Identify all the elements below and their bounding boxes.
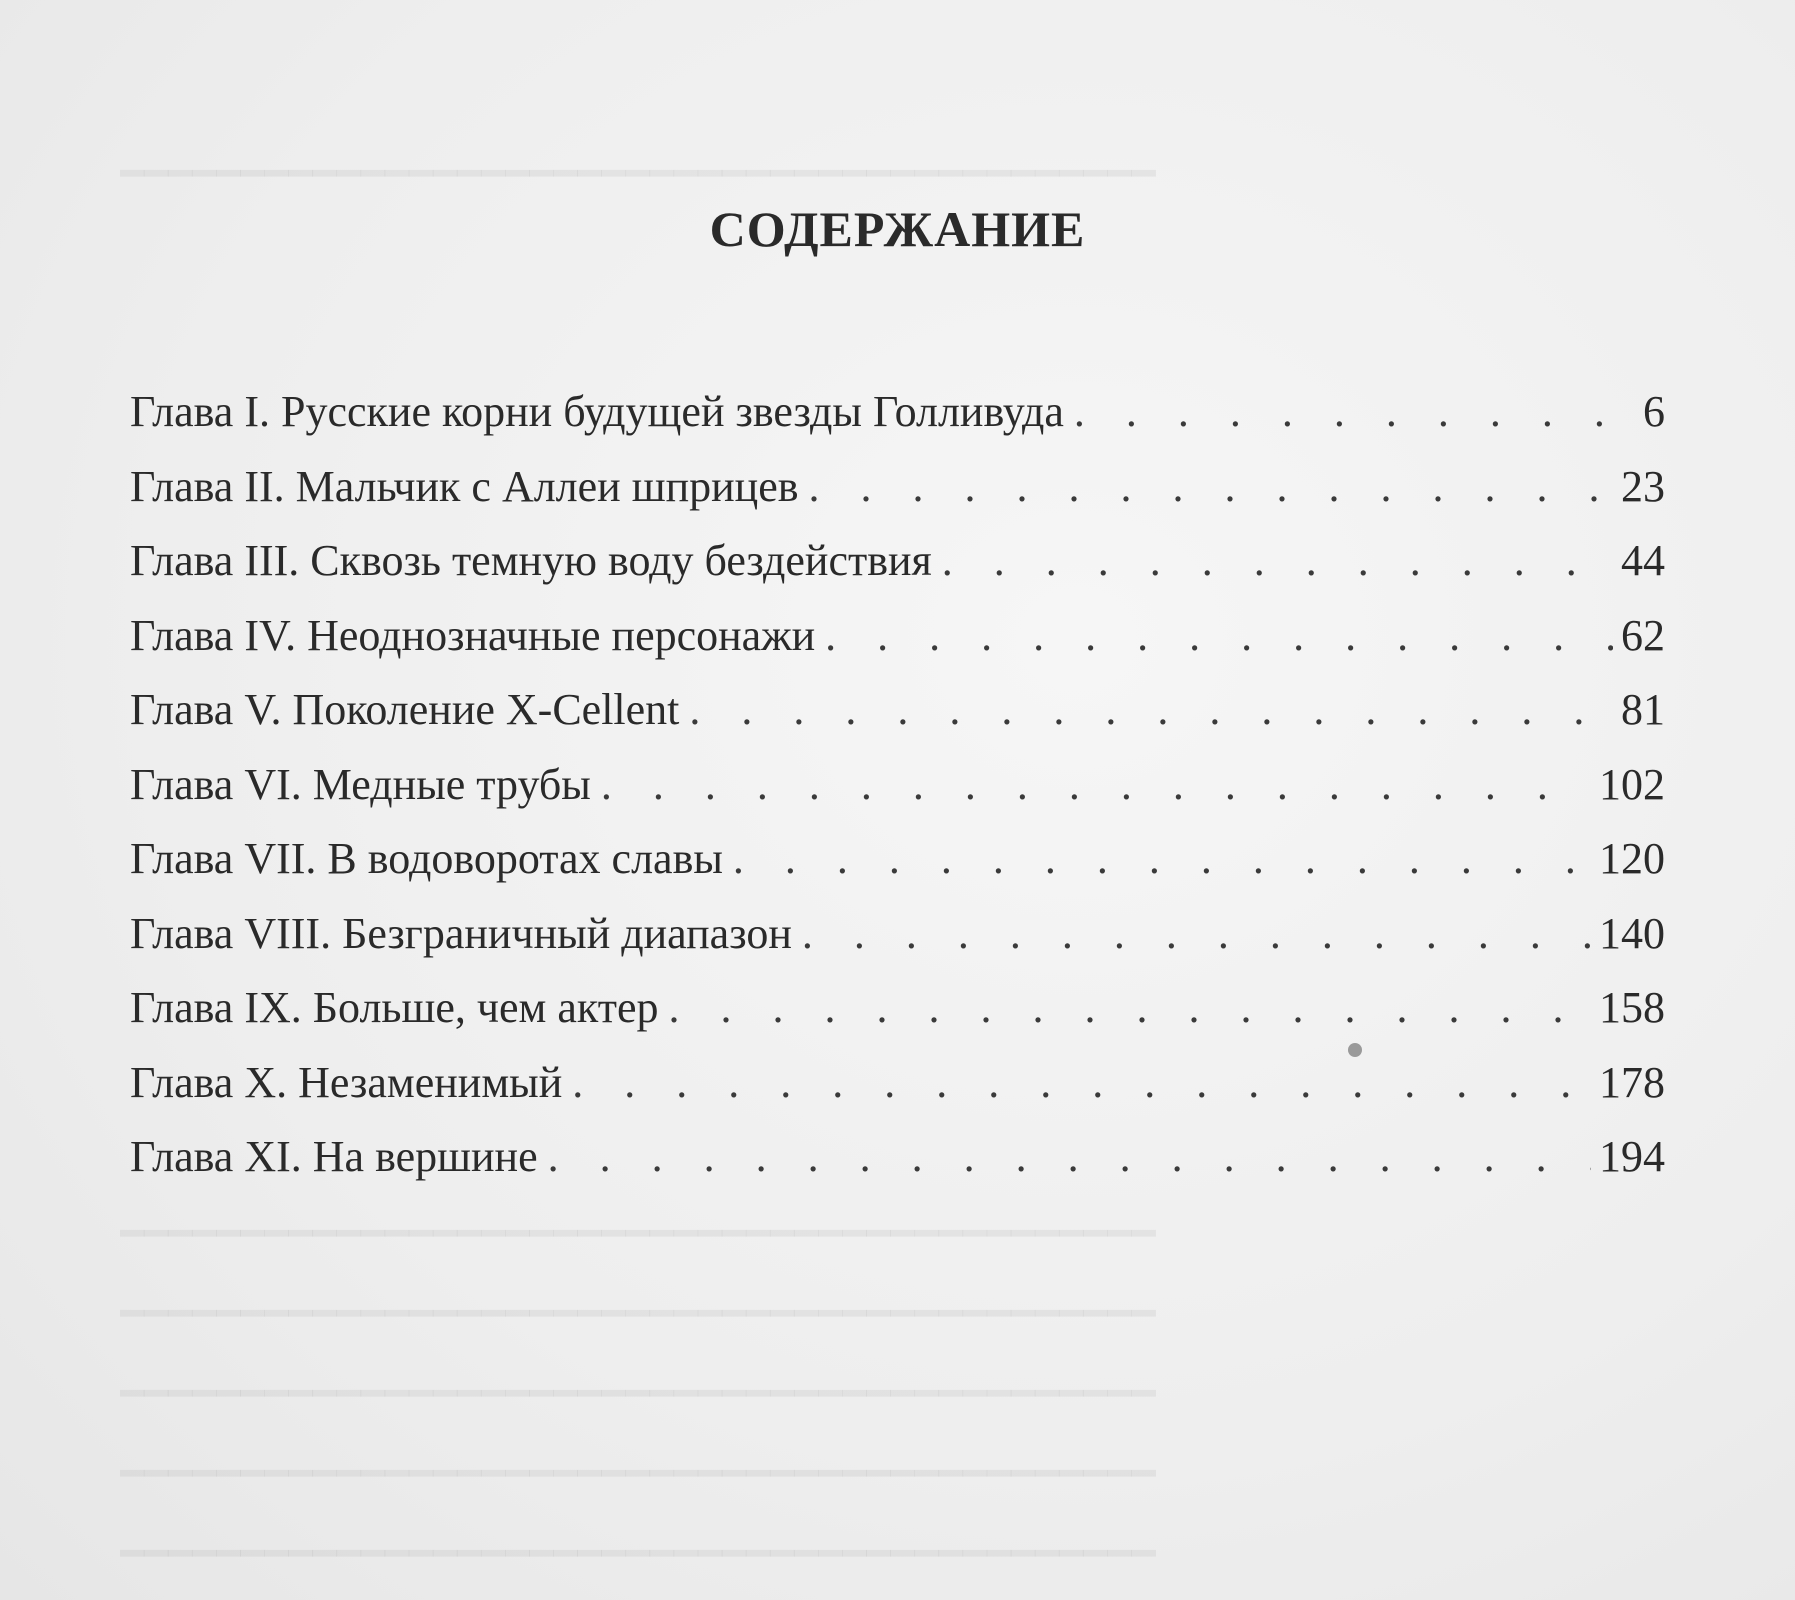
toc-entry-label: Глава VI. Медные трубы	[130, 759, 591, 809]
toc-dot-leader	[572, 1046, 1591, 1121]
toc-entry-page-number: 62	[1621, 610, 1665, 660]
toc-entry-page-number: 178	[1599, 1057, 1665, 1107]
toc-entry[interactable]	[130, 524, 1665, 599]
toc-dot-leader	[668, 971, 1591, 1046]
toc-dot-leader	[942, 524, 1613, 599]
toc-dot-leader	[733, 822, 1591, 897]
toc-dot-leader	[548, 1120, 1591, 1195]
toc-entry-label: Глава III. Сквозь темную воду бездействия	[130, 536, 932, 585]
toc-entry-page-number: 81	[1621, 685, 1665, 734]
toc-entry-page-number: 6	[1643, 387, 1665, 436]
toc-dot-leader	[802, 897, 1591, 972]
toc-entry-page-number: 23	[1621, 461, 1665, 511]
toc-dot-leader	[1074, 375, 1635, 450]
toc-entry-label: Глава V. Поколение X-Cellent	[130, 685, 680, 734]
toc-entry-page-number: 140	[1599, 908, 1665, 958]
bleed-through-line: ━━━━━━━━━━━━━━━━━━━━━━━━━━━━━━━━━━━━━━━━━━━	[120, 1371, 1156, 1416]
bleed-through-line: ━━━━━━━━━━━━━━━━━━━━━━━━━━━━━━━━━━━━━━━━━━━	[120, 151, 1156, 196]
toc-entry-label: Глава I. Русские корни будущей звезды Голливуда	[130, 387, 1064, 436]
toc-entry[interactable]	[130, 599, 1665, 674]
toc-dot-leader	[809, 450, 1613, 525]
toc-dot-leader	[689, 673, 1613, 748]
print-speck	[1348, 1043, 1362, 1057]
toc-entry-label: Глава VII. В водоворотах славы	[130, 834, 723, 883]
toc-entry[interactable]	[130, 450, 1665, 525]
toc-entry[interactable]	[130, 375, 1665, 450]
toc-entry-page-number: 158	[1599, 983, 1665, 1032]
toc-entry[interactable]	[130, 971, 1665, 1046]
toc-entry[interactable]	[130, 1046, 1665, 1121]
toc-entry-label: Глава XI. На вершине	[130, 1132, 538, 1181]
bleed-through-line: ━━━━━━━━━━━━━━━━━━━━━━━━━━━━━━━━━━━━━━━━━━━	[120, 1531, 1156, 1576]
toc-entry[interactable]	[130, 673, 1665, 748]
page-title: СОДЕРЖАНИЕ	[709, 201, 1086, 257]
toc-entry-label: Глава X. Незаменимый	[130, 1057, 563, 1107]
toc-entry-label: Глава IX. Больше, чем актер	[130, 983, 659, 1032]
bleed-through-line: ━━━━━━━━━━━━━━━━━━━━━━━━━━━━━━━━━━━━━━━━━━━	[120, 1291, 1156, 1336]
toc-entry-page-number: 194	[1599, 1132, 1665, 1181]
toc-entry[interactable]	[130, 897, 1665, 972]
toc-entry-page-number: 102	[1599, 759, 1665, 809]
toc-dot-leader	[825, 599, 1613, 674]
table-of-contents	[130, 375, 1665, 1195]
toc-entry-page-number: 120	[1599, 834, 1665, 883]
bleed-through-line: ━━━━━━━━━━━━━━━━━━━━━━━━━━━━━━━━━━━━━━━━━━━	[120, 1451, 1156, 1496]
toc-entry-page-number: 44	[1621, 536, 1665, 585]
toc-entry[interactable]	[130, 1120, 1665, 1195]
toc-entry[interactable]	[130, 748, 1665, 823]
toc-entry[interactable]	[130, 822, 1665, 897]
toc-entry-label: Глава VIII. Безграничный диапазон	[130, 908, 792, 958]
toc-entry-label: Глава II. Мальчик с Аллеи шприцев	[130, 461, 799, 511]
toc-entry-label: Глава IV. Неоднозначные персонажи	[130, 610, 816, 660]
bleed-through-line: ━━━━━━━━━━━━━━━━━━━━━━━━━━━━━━━━━━━━━━━━━━━	[120, 1211, 1156, 1256]
toc-dot-leader	[601, 748, 1591, 823]
